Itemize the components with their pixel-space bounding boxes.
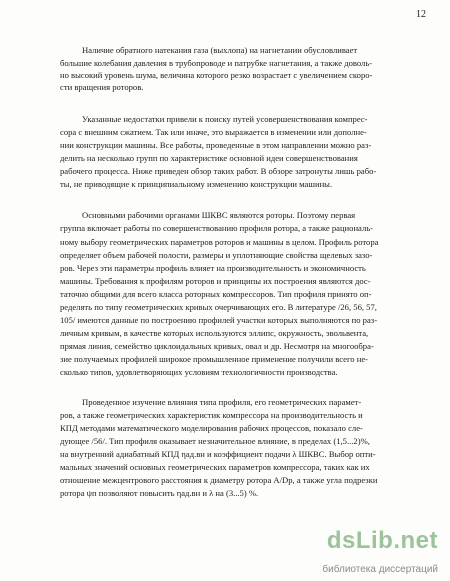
text-line: 105/ имеются данные по построению профилей участки которых выполняются по раз- <box>60 315 378 325</box>
text-line: прямая линия, семейство циклоидальных кривых, овал и др. Несмотря на многообра- <box>60 341 374 351</box>
text-line: ределять по типу геометрических кривых очерчивающих его. В литературе /26, 56, 57, <box>60 302 377 312</box>
text-line: сти вращения роторов. <box>60 82 144 92</box>
text-line: Наличие обратного натекания газа (выхлопа) на нагнетании обусловливает <box>82 45 358 55</box>
text-line: личным кривым, в качестве которых используются эллипс, окружность, эвольвента, <box>60 328 369 338</box>
text-line: ротора ψп позволяют повысить ηад.вн и λ на (3...5) %. <box>60 488 259 498</box>
text-line: ному выбору геометрических параметров роторов и машины в целом. Профиль ротора <box>60 237 379 247</box>
text-line: дующее /56/. Тип профиля оказывает незначительное влияние, в пределах (1,5...2)%, <box>60 436 370 446</box>
text-line: но высокий уровень шума, величина которого резко возрастает с увеличением скоро- <box>60 70 373 80</box>
text-line: Указанные недостатки привели к поиску путей усовершенствования компрес- <box>82 114 368 124</box>
text-line: группа включает работы по совершенствованию профиля ротора, а также рациональ- <box>60 223 374 233</box>
text-line: машины. Требования к профилям роторов и принципы их построения являются дос- <box>60 276 371 286</box>
text-line: сора с внешним сжатием. Так или иначе, это выражается в изменении или дополне- <box>60 127 367 137</box>
text-line: КПД методами математического моделирования рабочих процессов, показало сле- <box>60 423 363 433</box>
text-line: рабочего процесса. Ниже приведен обзор таких работ. В обзоре затронуты лишь рабо- <box>60 166 377 176</box>
text-line: ты, не приводящие к принципиальному изменению конструкции машины. <box>60 179 333 189</box>
text-line: Проведенное изучение влияния типа профиля, его геометрических парамет- <box>82 397 362 407</box>
text-line: ров, а также геометрических характеристик компрессора на производительность и <box>60 410 363 420</box>
page-number: 12 <box>416 9 426 20</box>
text-line: на внутренний адиабатный КПД ηад.вн и коэффициент подачи λ ШКВС. Выбор опти- <box>60 449 376 459</box>
text-line: нии конструкции машины. Все работы, проведенные в этом направлении можно раз- <box>60 140 372 150</box>
text-line: Основными рабочими органами ШКВС являются роторы. Поэтому первая <box>82 210 356 220</box>
watermark-tagline: библиотека диссертаций <box>322 564 438 575</box>
text-line: таточно общими для всего класса роторных компрессоров. Тип профиля принято оп- <box>60 289 372 299</box>
text-line: отношение межцентрового расстояния к диаметру ротора A/Dp, а также угла подрезки <box>60 475 378 485</box>
text-line: ров. Через эти параметры профиль влияет на производительность и экономичность <box>60 263 366 273</box>
text-line: мальных значений основных геометрических параметров компрессора, таких как их <box>60 462 370 472</box>
text-line: зие получаемых профилей широкое промышленное применение получили всего не- <box>60 354 368 364</box>
watermark-logo: dsLib.net <box>326 527 438 554</box>
text-line: сколько типов, удовлетворяющих условиям технологичности производства. <box>60 367 338 377</box>
text-line: делить на несколько групп по характеристике основной идеи совершенствования <box>60 153 358 163</box>
text-line: определяет объем рабочей полости, размеры и уплотняющие свойства щелевых зазо- <box>60 250 373 260</box>
watermark <box>288 527 438 575</box>
text-line: большие колебания давления в трубопроводе и патрубке нагнетания, а также доволь- <box>60 58 373 68</box>
